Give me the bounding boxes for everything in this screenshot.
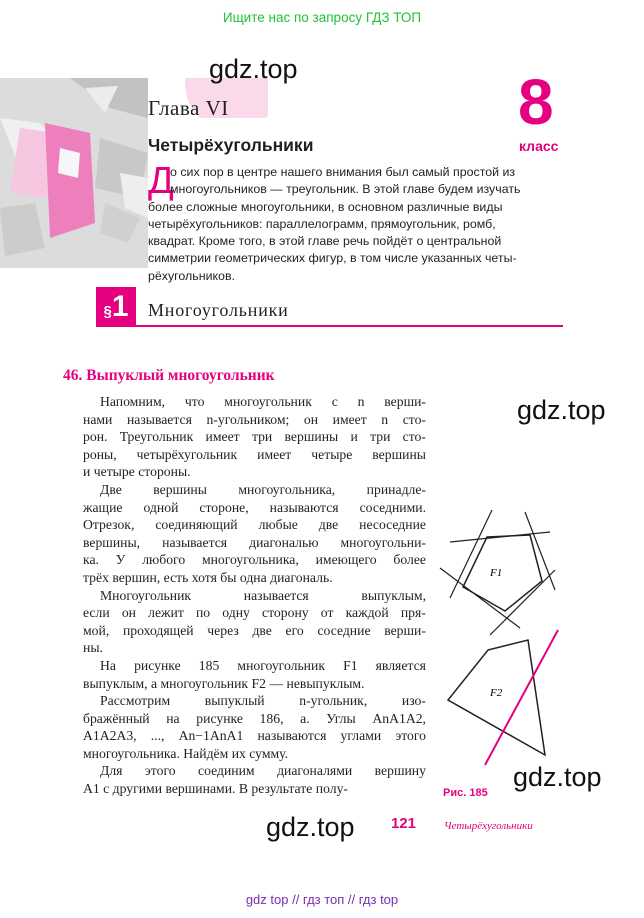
watermark: gdz.top [513, 762, 602, 792]
label-f2: F2 [490, 687, 503, 699]
body-line: Для этого соединим диагоналями вершину [100, 763, 426, 779]
body-line: Многоугольник называется выпуклым, [100, 587, 426, 603]
paragraph-heading: 46. Выпуклый многоугольник [63, 367, 275, 384]
body-line: и четыре стороны. [83, 464, 191, 480]
watermark: gdz.top [266, 812, 355, 842]
bottom-banner: gdz top // гдз топ // гдз top [245, 892, 399, 907]
figure-185 [430, 510, 570, 770]
intro-line: более сложные многоугольники, в основном различные виды [148, 199, 503, 214]
intro-line: четырёхугольников: параллелограмм, прямоугольник, ромб, [148, 216, 496, 231]
running-title: Четырёхугольники [444, 820, 533, 832]
body-line: Две вершины многоугольника, принадле- [100, 481, 426, 497]
body-line: рон. Треугольник имеет три вершины и три сто- [83, 429, 426, 445]
body-line: нами называется n-угольником; он имеет n сто- [83, 411, 426, 427]
body-line: Отрезок, соединяющий любые две несоседние [83, 517, 426, 533]
extended-side-line [525, 512, 555, 590]
body-line: если он лежит по одну сторону от каждой пря- [83, 605, 426, 621]
body-line: Напомним, что многоугольник с n верши- [100, 394, 426, 409]
body-line: мой, проходящей через две его соседние верши- [83, 622, 426, 638]
extended-side-line [490, 570, 555, 635]
intro-text [148, 160, 568, 285]
collage-shape [58, 148, 80, 178]
body-line: многоугольника. Найдём их сумму. [83, 745, 289, 761]
intro-line: симметрии геометрических фигур, в том числе указанных четы- [148, 251, 517, 266]
extended-side-line [440, 568, 520, 628]
grade-word: класс [519, 138, 559, 154]
chapter-label: Глава VI [148, 96, 229, 120]
grade-number: 8 [518, 66, 554, 138]
section-title: Многоугольники [148, 300, 289, 320]
intro-line: многоугольников — треугольник. В этой главе будем изучать [170, 182, 521, 197]
body-line: выпуклым, а многоугольник F2 — невыпуклым. [83, 675, 365, 691]
body-line: роны, четырёхугольник имеет четыре вершины [83, 446, 426, 462]
intro-line: квадрат. Кроме того, в этой главе речь пойдёт о центральной [148, 234, 502, 249]
drop-cap: Д [148, 160, 174, 202]
body-line: Рассмотрим выпуклый n-угольник, изо- [100, 693, 426, 709]
section-number: 1 [111, 290, 129, 323]
section-divider [96, 325, 563, 327]
body-line: вершины, называется диагональю многоугольни- [83, 534, 426, 550]
decorative-collage [0, 78, 148, 268]
collage-shape [45, 123, 95, 238]
body-line: ка. У любого многоугольника, имеющего более [83, 552, 426, 568]
top-banner: Ищите нас по запросу ГДЗ ТОП [222, 10, 422, 25]
intro-line: о сих пор в центре нашего внимания был самый простой из [170, 165, 516, 179]
watermark: gdz.top [209, 54, 298, 84]
extended-side-line [450, 510, 492, 598]
body-text [83, 393, 426, 798]
intro-line: рёхугольников. [148, 268, 235, 283]
page-number: 121 [391, 815, 417, 832]
chapter-title: Четырёхугольники [148, 135, 314, 155]
label-f1: F1 [490, 567, 503, 579]
body-line: На рисунке 185 многоугольник F1 является [100, 657, 426, 673]
body-line: A1 с другими вершинами. В результате полу- [83, 781, 348, 797]
figure-caption: Рис. 185 [443, 787, 488, 799]
body-line: трёх вершин, есть хотя бы одна диагональ. [83, 569, 333, 585]
body-line: ны. [83, 640, 103, 656]
body-line: жащие одной стороне, называются соседними. [83, 499, 426, 515]
section-badge [96, 287, 136, 327]
section-sign: § [103, 303, 112, 320]
body-line: A1A2A3, ..., An−1AnA1 называются углами этого [83, 728, 426, 744]
body-line: бражённый на рисунке 186, а. Углы AnA1A2, [83, 710, 426, 726]
watermark: gdz.top [517, 395, 606, 425]
